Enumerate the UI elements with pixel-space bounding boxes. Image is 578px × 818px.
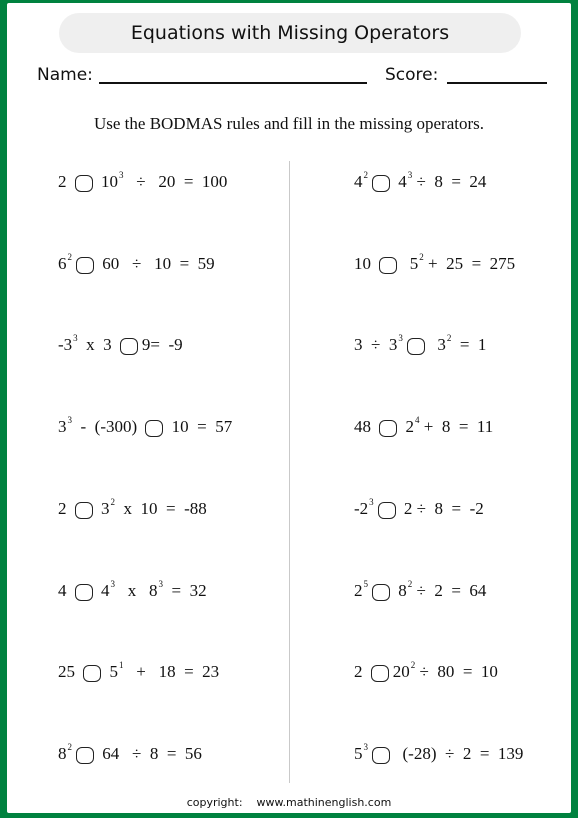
operator-blank[interactable]: [372, 175, 390, 192]
equation-term: $3^2$: [428, 333, 452, 354]
exponent: 3: [119, 170, 124, 180]
equation: [354, 742, 523, 766]
operator-blank[interactable]: [145, 420, 163, 437]
equation-term: 10: [354, 254, 376, 273]
exponent: 1: [119, 660, 124, 670]
equation-term: 4: [58, 581, 71, 600]
operator-blank[interactable]: [76, 257, 94, 274]
equation-term: + 25 = 275: [423, 254, 516, 273]
equation: [58, 579, 207, 603]
operator-blank[interactable]: [407, 338, 425, 355]
operator-blank[interactable]: [378, 502, 396, 519]
column-divider: [289, 161, 290, 783]
equation: [58, 742, 202, 766]
equation: [58, 497, 207, 521]
equation-term: $2^4$: [401, 415, 420, 436]
equation-term: $8^2$: [58, 742, 72, 763]
equation: [354, 252, 515, 276]
exponent: 3: [73, 333, 78, 343]
equation: [354, 497, 484, 521]
exponent: 3: [110, 579, 115, 589]
equation: [58, 170, 227, 194]
exponent: 2: [419, 252, 424, 262]
operator-blank[interactable]: [120, 338, 138, 355]
equation: [354, 415, 493, 439]
equation-term: - (-300): [72, 417, 142, 436]
equation-term: $5^1$: [105, 660, 124, 681]
equation-term: 25: [58, 662, 80, 681]
equation: [58, 333, 183, 357]
equation-term: (-28) ÷ 2 = 139: [394, 744, 524, 763]
instructions: Use the BODMAS rules and fill in the missing operators.: [93, 114, 484, 133]
equation-term: x $8^3$: [115, 579, 163, 600]
exponent: 3: [158, 579, 163, 589]
equation-term: ÷ 80 = 10: [415, 662, 498, 681]
equation-term: ÷ 20 = 100: [123, 172, 228, 191]
operator-blank[interactable]: [371, 665, 389, 682]
equation-term: $5^3$: [354, 742, 368, 763]
equation-term: $-2^3$: [354, 497, 374, 518]
score-field[interactable]: [447, 82, 547, 84]
equation-term: ÷ 2 = 64: [412, 581, 487, 600]
exponent: 5: [363, 579, 368, 589]
equation-term: $4^2$: [354, 170, 368, 191]
equation-term: = 1: [451, 335, 487, 354]
exponent: 2: [110, 497, 115, 507]
equation-term: 48: [354, 417, 376, 436]
operator-blank[interactable]: [76, 747, 94, 764]
equation-term: $10^3$: [96, 170, 124, 191]
name-label: Name:: [37, 65, 93, 85]
equation-term: + 8 = 11: [419, 417, 494, 436]
equation: [354, 170, 486, 194]
equation-term: $2^5$: [354, 579, 368, 600]
equation-term: 2 ÷ 8 = -2: [399, 499, 484, 518]
operator-blank[interactable]: [83, 665, 101, 682]
score-label: Score:: [385, 65, 439, 85]
equation-term: ÷ 8 = 24: [412, 172, 487, 191]
operator-blank[interactable]: [372, 584, 390, 601]
operator-blank[interactable]: [372, 747, 390, 764]
equation-term: + 18 = 23: [123, 662, 220, 681]
equation-term: $5^2$: [401, 252, 424, 273]
exponent: 3: [67, 415, 72, 425]
equation-term: $20^2$: [392, 660, 416, 681]
exponent: 3: [407, 170, 413, 180]
equation-term: $4^3$: [96, 579, 115, 600]
exponent: 3: [363, 742, 368, 752]
equation-term: $4^3$: [394, 170, 413, 191]
name-field[interactable]: [99, 82, 367, 84]
exponent: 2: [67, 252, 72, 262]
copyright-footer: copyright: www.mathinenglish.com: [186, 796, 392, 809]
exponent: 3: [398, 333, 403, 343]
exponent: 3: [369, 497, 374, 507]
operator-blank[interactable]: [75, 502, 93, 519]
exponent: 2: [67, 742, 72, 752]
exponent: 2: [446, 333, 452, 343]
operator-blank[interactable]: [75, 175, 93, 192]
equation: [58, 415, 232, 439]
equation-term: $8^2$: [394, 579, 413, 600]
operator-blank[interactable]: [75, 584, 93, 601]
equation-term: $3^2$: [96, 497, 115, 518]
worksheet: [7, 3, 571, 813]
name-score-row: [37, 61, 547, 91]
equation-term: 2: [58, 172, 71, 191]
equation-term: 64 ÷ 8 = 56: [98, 744, 202, 763]
equation: [58, 660, 219, 684]
equation-term: = 32: [163, 581, 207, 600]
equation: [58, 252, 215, 276]
equation-term: x 3: [77, 335, 116, 354]
equation-term: $6^2$: [58, 252, 72, 273]
operator-blank[interactable]: [379, 257, 397, 274]
exponent: 2: [407, 579, 413, 589]
operator-blank[interactable]: [379, 420, 397, 437]
worksheet-title: Equations with Missing Operators: [59, 13, 521, 53]
exponent: 4: [415, 415, 420, 425]
equation: [354, 579, 486, 603]
equation: [354, 660, 498, 684]
equation-term: 2: [58, 499, 71, 518]
equation-term: $3^3$: [58, 415, 72, 436]
equation-term: 10 = 57: [167, 417, 233, 436]
equation-term: $3 \div 3^3$: [354, 333, 403, 354]
equation-term: 60 ÷ 10 = 59: [98, 254, 215, 273]
equation-term: 9= -9: [141, 335, 183, 354]
exponent: 2: [410, 660, 416, 670]
equation: [354, 333, 486, 357]
equation-term: x 10 = -88: [115, 499, 207, 518]
exponent: 2: [363, 170, 368, 180]
equation-term: 2: [354, 662, 367, 681]
equation-term: $-3^3$: [58, 333, 78, 354]
